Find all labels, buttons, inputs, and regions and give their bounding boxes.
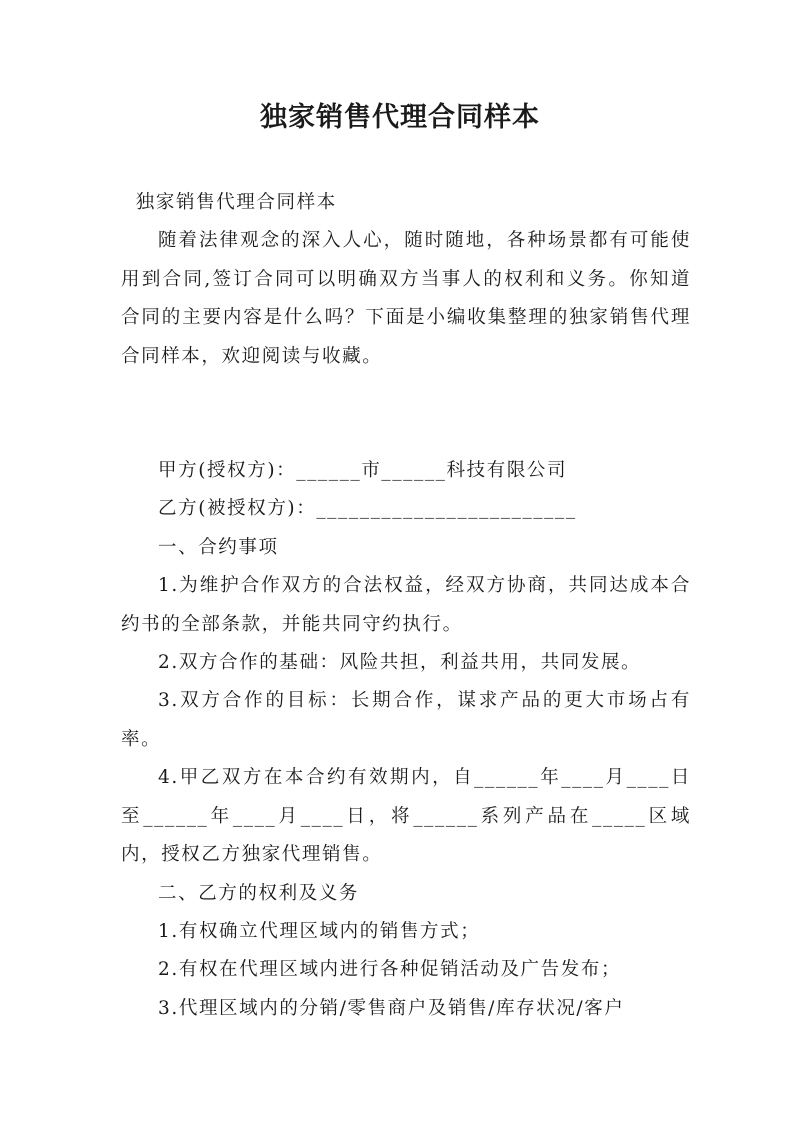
section1-item3: 3.双方合作的目标：长期合作，谋求产品的更大市场占有率。 bbox=[121, 690, 691, 750]
section2-item1: 1.有权确立代理区域内的销售方式； bbox=[158, 920, 481, 942]
blank-spacer bbox=[121, 376, 691, 452]
section2-item2: 2.有权在代理区域内进行各种促销活动及广告发布； bbox=[158, 959, 622, 981]
party-a-line: 甲方(授权方)：______市______科技有限公司 bbox=[158, 460, 568, 482]
party-b-line: 乙方(被授权方)：________________________ bbox=[158, 498, 577, 520]
document-subtitle: 独家销售代理合同样本 bbox=[135, 192, 337, 213]
document-title: 独家销售代理合同样本 bbox=[260, 102, 540, 133]
section2-item3: 3.代理区域内的分销/零售商户及销售/库存状况/客户 bbox=[158, 997, 625, 1019]
section2-heading: 二、乙方的权利及义务 bbox=[158, 882, 360, 904]
document-body bbox=[121, 184, 691, 1028]
section1-item1: 1.为维护合作双方的合法权益，经双方协商，共同达成本合约书的全部条款，并能共同守约执行。 bbox=[121, 575, 691, 635]
section1-heading: 一、合约事项 bbox=[158, 536, 279, 558]
section1-item4: 4.甲乙双方在本合约有效期内，自______年____月____日至______年____月____日，将______系列产品在_____区域内，授权乙方独家代理销售。 bbox=[121, 767, 691, 866]
section1-item2: 2.双方合作的基础：风险共担，利益共用，共同发展。 bbox=[158, 652, 642, 674]
intro-paragraph: 随着法律观念的深入人心，随时随地，各种场景都有可能使用到合同,签订合同可以明确双方当事人的权利和义务。你知道合同的主要内容是什么吗？下面是小编收集整理的独家销售代理合同样本，欢迎阅读与收藏。 bbox=[121, 230, 691, 367]
